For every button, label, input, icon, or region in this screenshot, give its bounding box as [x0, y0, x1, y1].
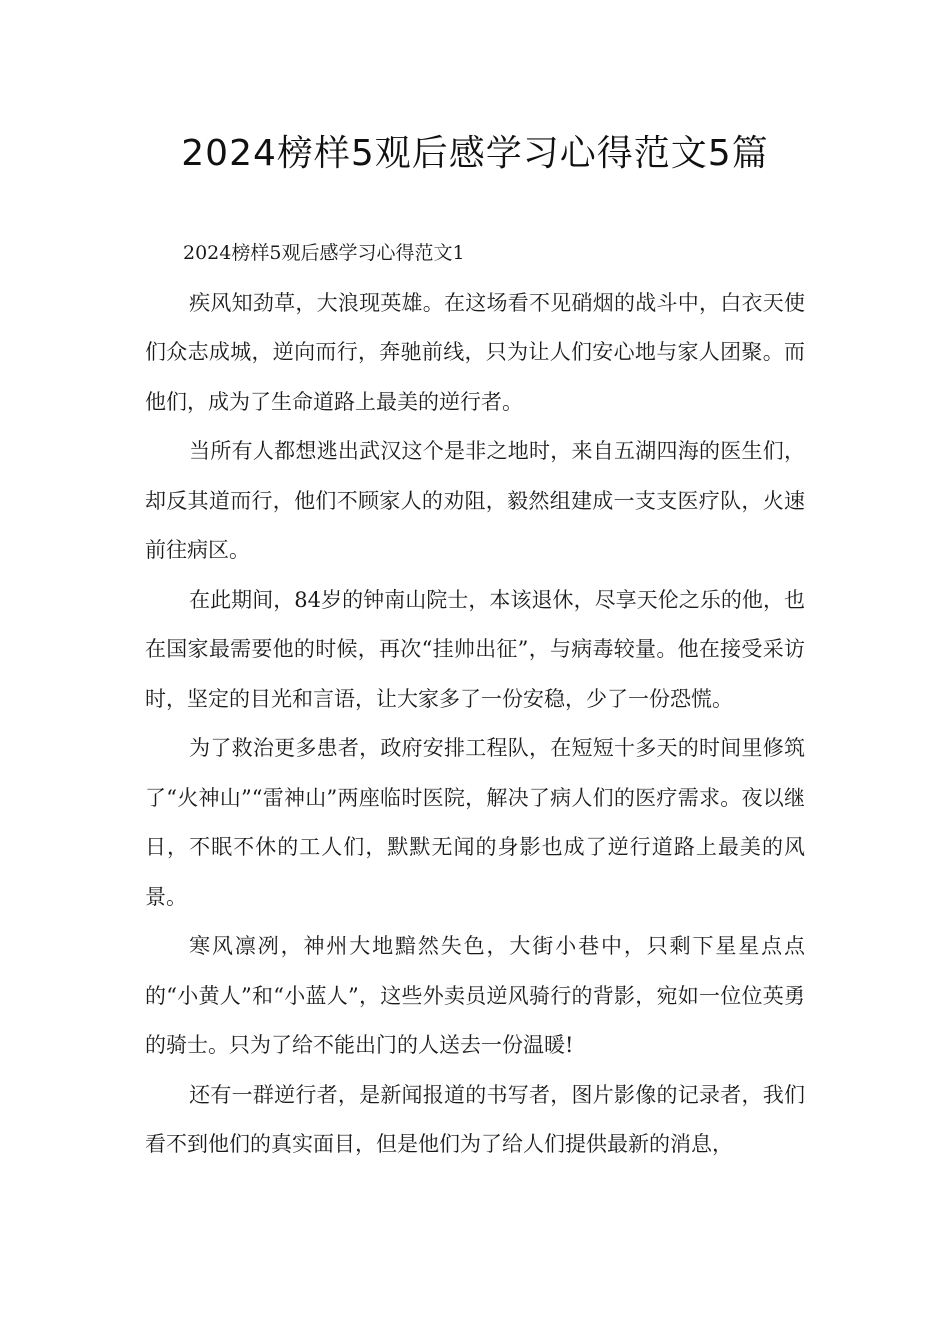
- section-heading: 2024榜样5观后感学习心得范文1: [183, 242, 465, 264]
- paragraph-3: 在此期间，84岁的钟南山院士，本该退休，尽享天伦之乐的他，也在国家最需要他的时候，再次“挂帅出征”，与病毒较量。他在接受采访时，坚定的目光和言语，让大家多了一份安稳，少了一份恐慌。: [145, 587, 805, 711]
- paragraph-6: 还有一群逆行者，是新闻报道的书写者，图片影像的记录者，我们看不到他们的真实面目，但是他们为了给人们提供最新的消息，: [145, 1082, 805, 1156]
- document-body: [145, 229, 805, 1170]
- paragraph-2: 当所有人都想逃出武汉这个是非之地时，来自五湖四海的医生们，却反其道而行，他们不顾家人的劝阻，毅然组建成一支支医疗队，火速前往病区。: [145, 439, 805, 562]
- paragraph-1: 疾风知劲草，大浪现英雄。在这场看不见硝烟的战斗中，白衣天使们众志成城，逆向而行，奔驰前线，只为让人们安心地与家人团聚。而他们，成为了生命道路上最美的逆行者。: [145, 290, 805, 414]
- document-title: 2024榜样5观后感学习心得范文5篇: [181, 133, 769, 174]
- paragraph-4: 为了救治更多患者，政府安排工程队，在短短十多天的时间里修筑了“火神山”“雷神山”两座临时医院，解决了病人们的医疗需求。夜以继日，不眠不休的工人们，默默无闻的身影也成了逆行道路上最美的风景。: [145, 736, 805, 909]
- paragraph-5: 寒风凛冽，神州大地黯然失色，大街小巷中，只剩下星星点点的“小黄人”和“小蓝人”，这些外卖员逆风骑行的背影，宛如一位位英勇的骑士。只为了给不能出门的人送去一份温暖!: [145, 934, 805, 1057]
